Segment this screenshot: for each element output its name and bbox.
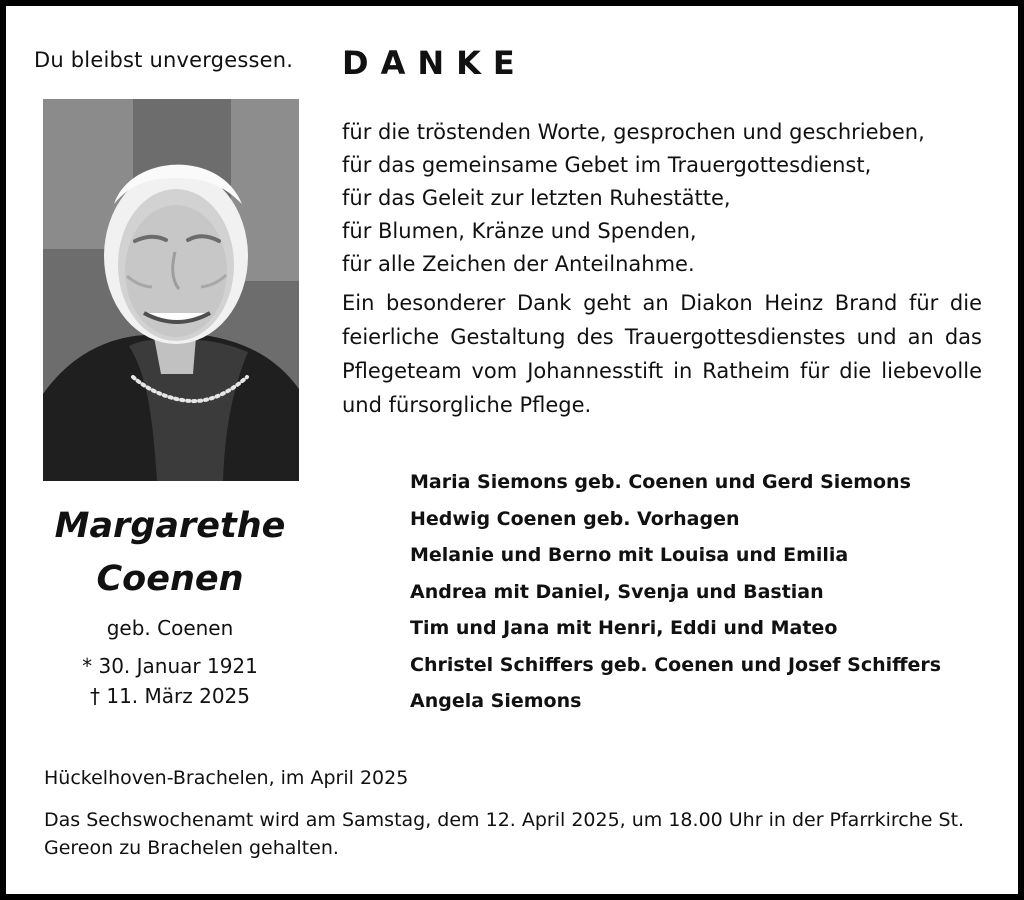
family-member-line: Andrea mit Daniel, Svenja und Bastian <box>410 580 824 603</box>
thanks-headline: DANKE <box>342 44 527 82</box>
family-member-line: Melanie und Berno mit Louisa und Emilia <box>410 544 849 566</box>
family-member-line: Hedwig Coenen geb. Vorhagen <box>410 507 740 530</box>
thanks-line: für alle Zeichen der Anteilnahme. <box>342 252 695 276</box>
thanks-line: für das Geleit zur letzten Ruhestätte, <box>342 186 731 210</box>
motto-text: Du bleibst unvergessen. <box>34 48 294 72</box>
thanks-line: für Blumen, Kränze und Spenden, <box>342 219 697 243</box>
portrait-photo <box>43 99 299 481</box>
birth-date: * 30. Januar 1921 <box>82 654 258 678</box>
memorial-service-notice: Das Sechswochenamt wird am Samstag, dem 12. April 2025, um 18.00 Uhr in der Pfarrkirche St. Gereon zu Brachelen gehalten. <box>44 809 965 859</box>
family-member-line: Maria Siemons geb. Coenen und Gerd Siemons <box>410 471 911 493</box>
born-name: geb. Coenen <box>106 616 234 640</box>
deceased-last-name: Coenen <box>96 559 244 599</box>
family-member-line: Christel Schiffers geb. Coenen und Josef Schiffers <box>410 653 942 676</box>
family-signatures <box>410 464 1010 720</box>
place-date: Hückelhoven-Brachelen, im April 2025 <box>44 767 409 789</box>
thanks-line: für die tröstenden Worte, gesprochen und geschrieben, <box>342 120 925 144</box>
deceased-first-name: Margarethe <box>54 506 286 546</box>
thanks-line: für das gemeinsame Gebet im Trauergottesdienst, <box>342 153 872 177</box>
family-member-line: Angela Siemons <box>410 690 582 712</box>
special-thanks-paragraph: Ein besonderer Dank geht an Diakon Heinz Brand für die feierliche Gestaltung des Trauergottesdienstes und an das Pflegeteam vom Johannesstift in Ratheim für die liebevolle und fürsorgliche Pflege. <box>342 291 982 417</box>
family-member-line: Tim und Jana mit Henri, Eddi und Mateo <box>410 617 838 639</box>
thanks-list <box>342 116 992 281</box>
portrait-illustration <box>43 99 299 481</box>
death-date: † 11. März 2025 <box>89 684 250 708</box>
